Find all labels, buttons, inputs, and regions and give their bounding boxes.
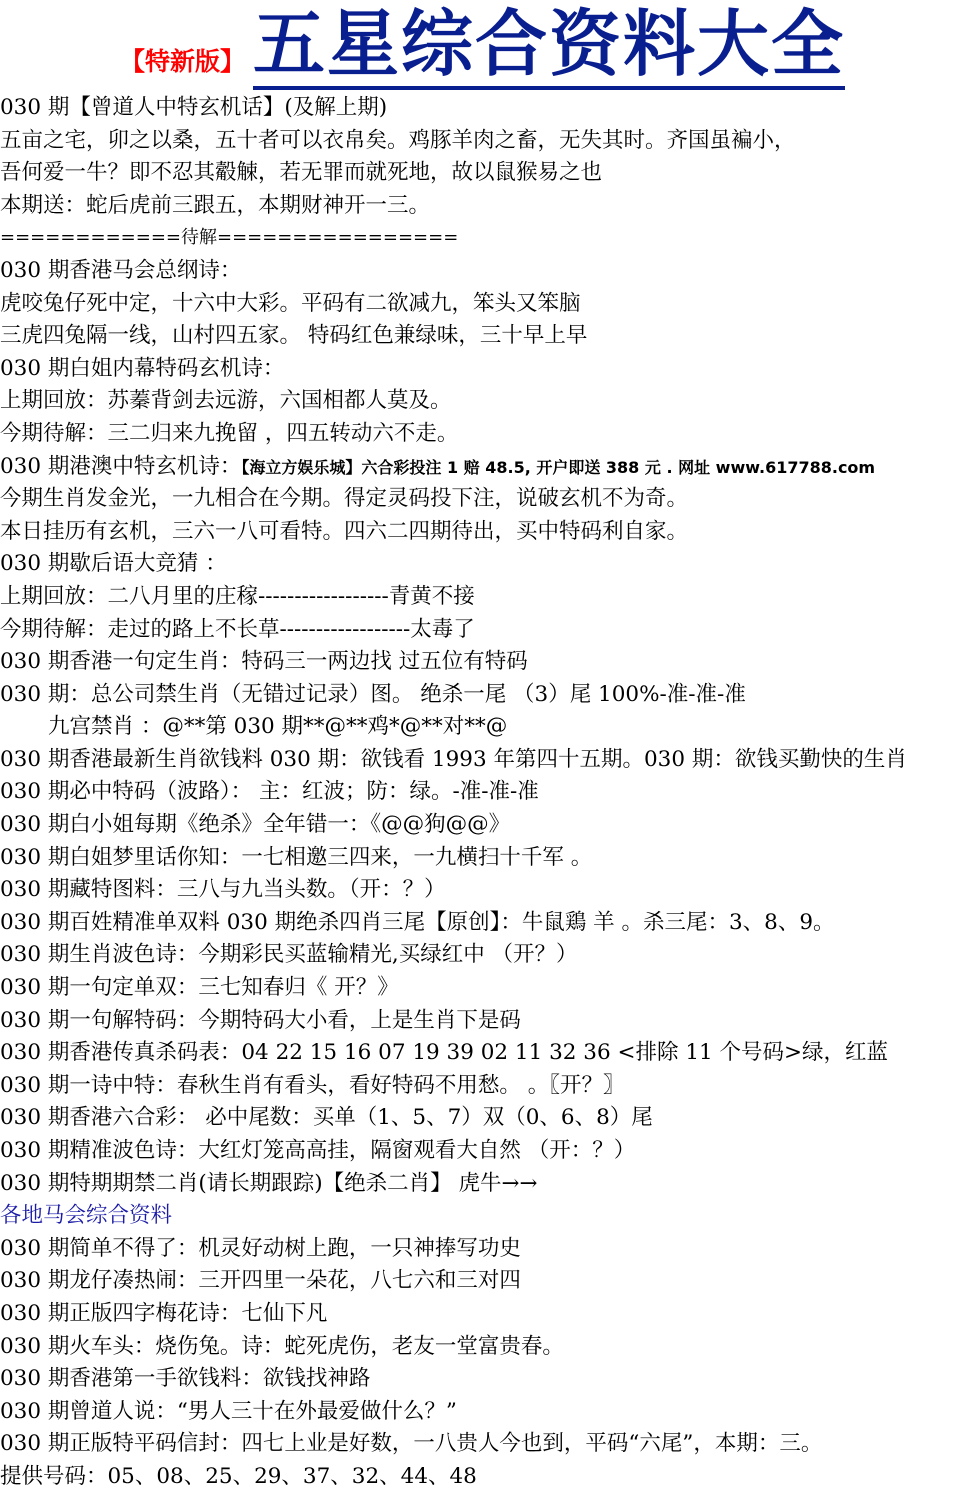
- text-line: 030 期香港最新生肖欲钱料 030 期：欲钱看 1993 年第四十五期。030 期：欲钱买勤快的生肖: [0, 746, 907, 772]
- document-body: [0, 92, 967, 1494]
- text-line: 本日挂历有玄机，三六一八可看特。四六二四期待出，买中特码利自家。: [0, 518, 689, 544]
- text-line: 030 期生肖波色诗：今期彩民买蓝输精光,买绿红中 （开？）: [0, 942, 578, 968]
- text-line: 本期送：蛇后虎前三跟五，本期财神开一三。: [0, 192, 431, 218]
- text-line: 虎咬兔仔死中定，十六中大彩。平码有二欲减九，笨头又笨脑: [0, 290, 581, 316]
- text-line: 030 期藏特图料：三八与九当头数。（开：？）: [0, 877, 446, 903]
- divider-line: ============待解================: [0, 227, 459, 249]
- text-line-with-ad: [0, 451, 967, 484]
- text-line: 030 期百姓精准单双料 030 期绝杀四肖三尾【原创】：牛鼠鶏 羊 。杀三尾：3、8、9。: [0, 909, 835, 935]
- text-line: 三虎四兔隔一线，山村四五家。 特码红色兼绿味，三十早上早: [0, 323, 588, 349]
- text-line: 上期回放：二八月里的庄稼------------------青黄不接: [0, 583, 475, 609]
- text-line: 030 期一诗中特：春秋生肖有看头，看好特码不用愁。 。〖开？〗: [0, 1072, 625, 1098]
- page-title: 五星综合资料大全: [253, 2, 845, 90]
- text-line: 030 期正版四字梅花诗：七仙下凡: [0, 1300, 328, 1326]
- text-line: 030 期香港马会总纲诗：: [0, 257, 242, 283]
- text-line: 030 期歇后语大竞猜 ：: [0, 551, 227, 577]
- text-line: 030 期【曾道人中特玄机话】(及解上期): [0, 95, 388, 120]
- text-line: 吾何爱一牛？即不忍其觳觫，若无罪而就死地，故以鼠猴易之也: [0, 160, 603, 186]
- text-line: 030 期特期期禁二肖(请长期跟踪)【绝杀二肖】 虎牛→→: [0, 1170, 538, 1196]
- text-line: 030 期火车头：烧伤兔。诗：蛇死虎伤，老友一堂富贵春。: [0, 1333, 564, 1359]
- text-line: 030 期一句解特码：今期特码大小看，上是生肖下是码: [0, 1007, 521, 1033]
- text-line: 030 期香港第一手欲钱料：欲钱找神路: [0, 1366, 371, 1392]
- text-line: 今期生肖发金光，一九相合在今期。得定灵码投下注，说破玄机不为奇。: [0, 486, 689, 512]
- text-line: 030 期龙仔凑热闹：三开四里一朵花，八七六和三对四: [0, 1268, 521, 1294]
- text-line: 030 期精准波色诗：大红灯笼高高挂，隔窗观看大自然 （开：？）: [0, 1138, 636, 1163]
- text-segment: 030 期港澳中特玄机诗：: [0, 453, 242, 479]
- text-line: 030 期一句定单双：三七知春归《 开？》: [0, 975, 399, 1001]
- text-line: 030 期香港六合彩： 必中尾数：买单（1、5、7）双（0、6、8）尾: [0, 1105, 653, 1131]
- section-heading: 各地马会综合资料: [0, 1203, 173, 1229]
- text-line: 030 期曾道人说：“男人三十在外最爱做什么？”: [0, 1398, 457, 1424]
- text-line: 上期回放：苏蓁背剑去远游，六国相都人莫及。: [0, 388, 452, 414]
- text-line: 030 期：总公司禁生肖（无错过记录）图。 绝杀一尾 （3）尾 100%-准-准-准: [0, 681, 746, 707]
- text-line: 030 期香港一句定生肖：特码三一两边找 过五位有特码: [0, 649, 528, 675]
- text-line: 030 期简单不得了：机灵好动树上跑，一只神捧写功史: [0, 1235, 521, 1261]
- text-line: 030 期白姐梦里话你知：一七相邀三四来，一九横扫十千军 。: [0, 844, 593, 870]
- text-line: 030 期必中特码（波路）： 主：红波；防：绿。-准-准-准: [0, 779, 539, 805]
- text-line: 五亩之宅，卯之以桑，五十者可以衣帛矣。鸡豚羊肉之畜，无失其时。齐国虽褊小，: [0, 127, 796, 153]
- ad-text: 【海立方娱乐城】六合彩投注 1 赔 48.5, 开户即送 388 元 . 网址 www.617788.com: [241, 457, 876, 477]
- text-line: 今期待解：三二归来九挽留 ，四五转动六不走。: [0, 420, 459, 446]
- text-line: 030 期香港传真杀码表：04 22 15 16 07 19 39 02 11 32 36 <排除 11 个号码>绿，红蓝: [0, 1040, 889, 1066]
- page-header: [0, 0, 967, 92]
- edition-badge: 【特新版】: [120, 47, 246, 76]
- text-line: 九宫禁肖 ：@**第 030 期**@**鸡*@**对**@: [48, 714, 508, 740]
- text-line: 030 期白姐内幕特码玄机诗：: [0, 355, 285, 381]
- text-line: 030 期正版特平码信封：四七上业是好数，一八贵人今也到，平码“六尾”，本期：三。: [0, 1431, 823, 1457]
- text-line: 提供号码：05、08、25、29、37、32、44、48: [0, 1463, 477, 1489]
- text-line: 030 期白小姐每期《绝杀》全年错一：《@@狗@@》: [0, 812, 511, 838]
- text-line: 今期待解：走过的路上不长草------------------太毒了: [0, 616, 475, 642]
